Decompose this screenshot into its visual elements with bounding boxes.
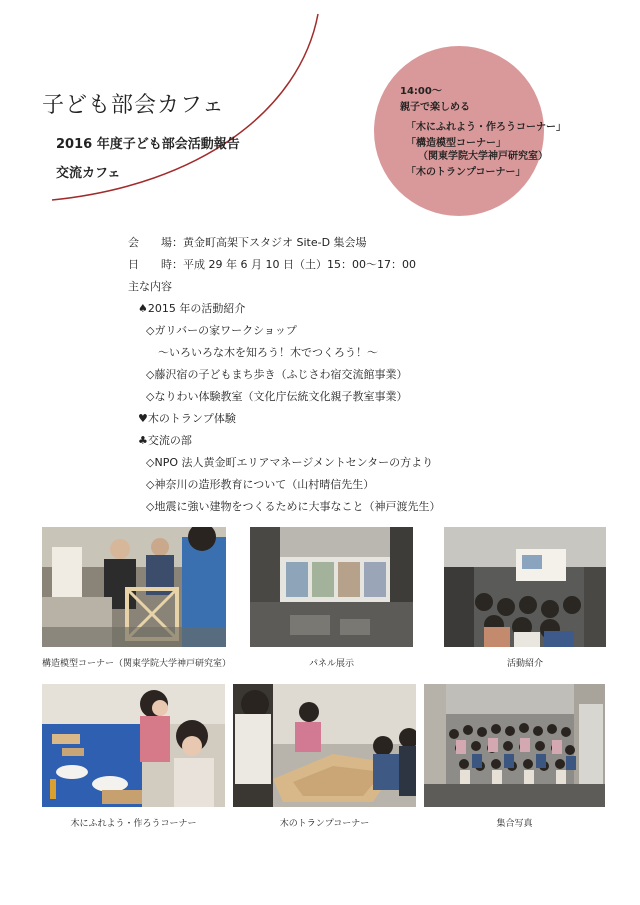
- caption-panel-exhibit: パネル展示: [308, 659, 354, 669]
- item-earthquake: ◇地震に強い建物をつくるために大事なこと（神戸渡先生）: [146, 500, 441, 513]
- report-subtitle: 2016 年度子ども部会活動報告: [56, 137, 240, 152]
- date-label: 日 時：: [128, 258, 183, 271]
- item-npo: ◇NPO 法人黄金町エリアマネージメントセンターの方より: [146, 456, 434, 469]
- section-exchange: ♣交流の部: [138, 434, 192, 447]
- item-gulliver-sub: ～いろいろな木を知ろう！木でつくろう！～: [158, 346, 378, 359]
- photo-group: [424, 684, 605, 807]
- highlight-item-wood: 「木にふれよう・作ろうコーナー」: [406, 122, 566, 133]
- section-activities: ♠2015 年の活動紹介: [138, 302, 246, 315]
- event-info: [128, 232, 440, 518]
- highlight-time: 14:00～: [400, 86, 442, 97]
- highlight-text: [400, 84, 566, 181]
- photo-activity-intro: [444, 527, 606, 647]
- item-kanagawa: ◇神奈川の造形教育について（山村晴信先生）: [146, 478, 375, 491]
- caption-wood-craft: 木にふれよう・作ろうコーナー: [70, 819, 197, 829]
- page-title: 子ども部会カフェ: [42, 93, 225, 118]
- contents-heading: 主な内容: [128, 280, 172, 293]
- highlight-tagline: 親子で楽しめる: [400, 102, 470, 113]
- venue-label: 会 場：: [128, 236, 183, 249]
- caption-activity-intro: 活動紹介: [506, 659, 543, 669]
- photo-panel-exhibit: [250, 527, 413, 647]
- item-gulliver: ◇ガリバーの家ワークショップ: [146, 324, 297, 337]
- date-value: 平成 29 年 6 月 10 日（土）15：00～17：00: [183, 258, 416, 271]
- highlight-item-model-sub: （関東学院大学神戸研究室）: [418, 151, 548, 162]
- item-nariwai: ◇なりわい体験教室（文化庁伝統文化親子教室事業）: [146, 390, 408, 403]
- photo-wood-cards: [233, 684, 416, 807]
- highlight-item-model: 「構造模型コーナー」: [406, 138, 506, 149]
- photo-structural-model: [42, 527, 226, 647]
- section-cards: ♥木のトランプ体験: [138, 412, 236, 425]
- caption-group-photo: 集合写真: [496, 819, 533, 829]
- caption-wood-cards: 木のトランプコーナー: [279, 819, 370, 829]
- photo-wood-craft: [42, 684, 225, 807]
- highlight-item-cards: 「木のトランプコーナー」: [406, 167, 526, 178]
- item-fujisawa: ◇藤沢宿の子どもまち歩き（ふじさわ宿交流館事業）: [146, 368, 408, 381]
- date-row: [128, 254, 440, 276]
- caption-structural-model: 構造模型コーナー（関東学院大学神戸研究室）: [42, 659, 232, 669]
- event-subtitle: 交流カフェ: [56, 166, 121, 181]
- venue-value: 黄金町高架下スタジオ Site-D 集会場: [183, 236, 367, 249]
- venue-row: [128, 232, 440, 254]
